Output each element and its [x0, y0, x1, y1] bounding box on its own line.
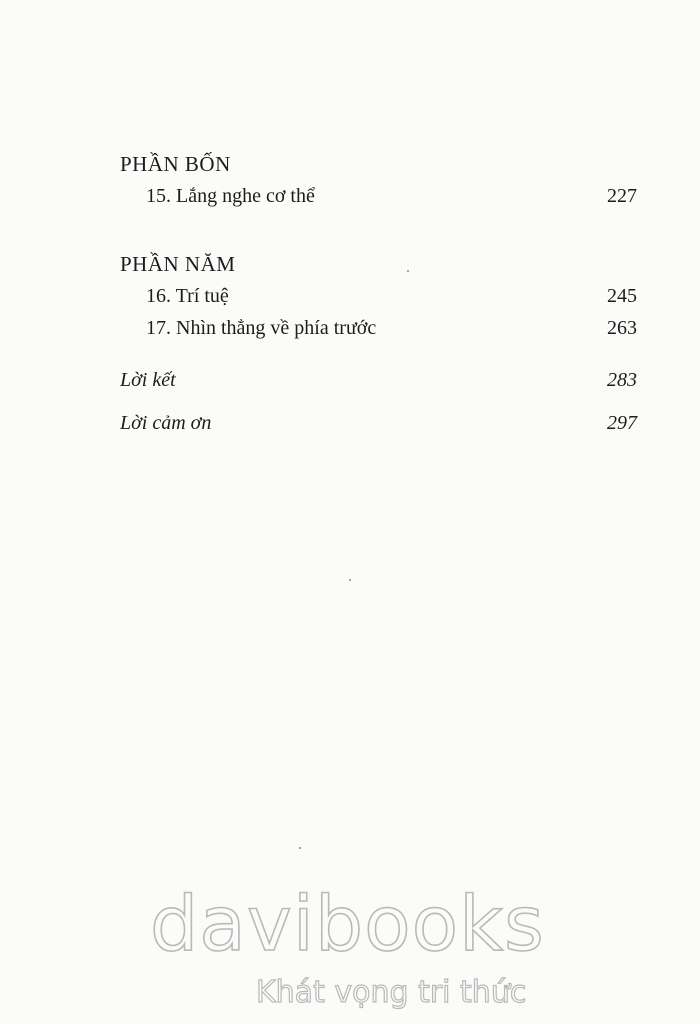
toc-entry-epilogue	[120, 369, 637, 392]
toc-entry-chapter-16	[120, 285, 637, 308]
toc-entry-page: 227	[607, 185, 637, 207]
paper-speck	[299, 847, 301, 849]
toc-entry-title: Lời cảm ơn	[120, 412, 212, 434]
toc-entry-title: 16. Trí tuệ	[146, 285, 229, 307]
toc-entry-title: Lời kết	[120, 369, 176, 391]
publisher-watermark	[150, 879, 550, 1010]
paper-speck	[407, 270, 409, 272]
watermark-brand: davibooks	[150, 879, 545, 968]
watermark-tagline: Khát vọng tri thức	[256, 975, 527, 1010]
toc-entry-page: 297	[607, 412, 637, 434]
part-five-heading: PHẦN NĂM	[120, 252, 236, 276]
toc-entry-title: 17. Nhìn thẳng về phía trước	[146, 317, 377, 339]
toc-entry-page: 283	[607, 369, 637, 391]
paper-speck	[349, 579, 351, 581]
toc-entry-acknowledgements	[120, 412, 637, 435]
toc-entry-page: 263	[607, 317, 637, 339]
toc-entry-page: 245	[607, 285, 637, 307]
toc-entry-title: 15. Lắng nghe cơ thể	[146, 185, 315, 207]
toc-entry-chapter-17	[120, 317, 637, 340]
part-four-heading: PHẦN BỐN	[120, 152, 231, 176]
toc-entry-chapter-15	[120, 185, 637, 208]
